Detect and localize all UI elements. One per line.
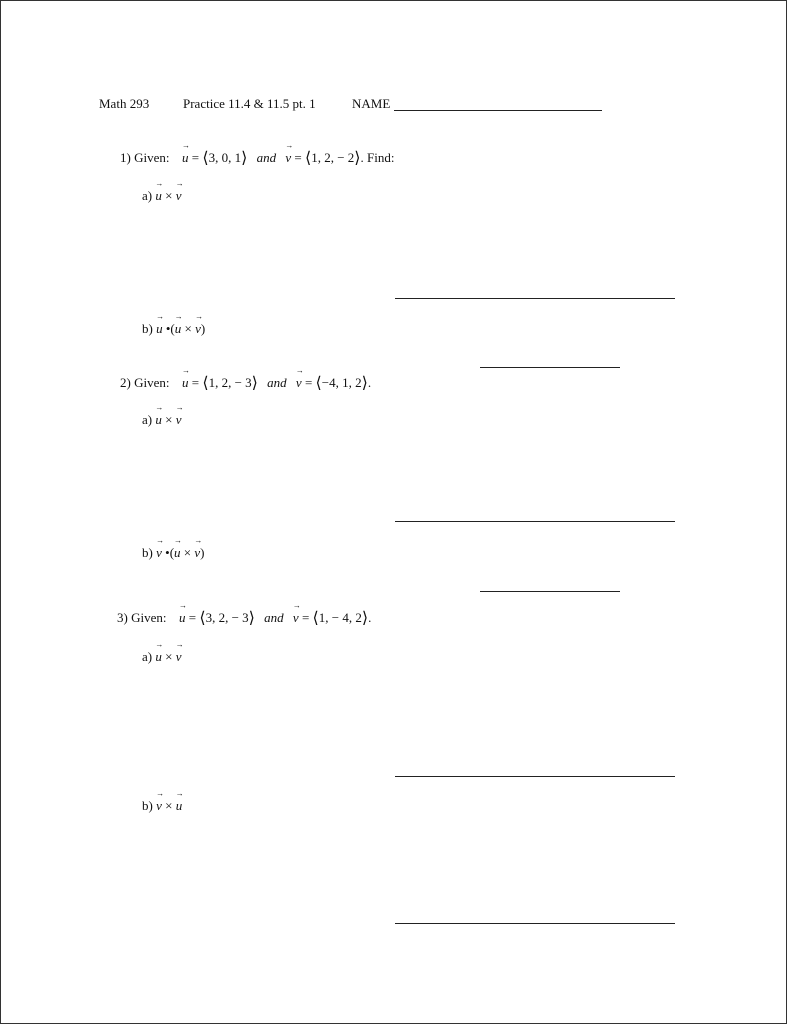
problem-number: 3) — [117, 610, 128, 625]
vector-symbol: → u — [174, 545, 181, 561]
given-trailer: . Find: — [360, 150, 395, 165]
problem-1b: b) → u •(→ u × → v) — [142, 321, 205, 337]
vector-symbol: → v — [195, 321, 201, 337]
vector-symbol: → v — [156, 545, 162, 561]
problem-2-given: 2) Given: → u = ⟨1, 2, − 3⟩ and → v = ⟨−4, 1, 2⟩. — [120, 373, 371, 393]
given-label: Given: — [131, 610, 167, 625]
vector-v: → v — [296, 375, 302, 391]
vector-symbol: → v — [176, 412, 182, 428]
vector-symbol: → v — [176, 649, 182, 665]
cross-operator: × — [165, 649, 173, 664]
cross-operator: × — [165, 412, 173, 427]
part-label: a) — [142, 649, 153, 664]
vector-symbol: → v — [156, 798, 162, 814]
answer-line-3a — [395, 776, 675, 777]
vector-u: → u — [179, 610, 186, 626]
problem-2a — [142, 412, 181, 428]
vector-u-components: 3, 2, − 3 — [205, 610, 249, 625]
name-blank-line — [394, 110, 602, 111]
vector-u: → u — [182, 375, 189, 391]
cross-operator: × — [183, 545, 192, 560]
worksheet-title: Practice 11.4 & 11.5 pt. 1 — [183, 96, 316, 111]
vector-v: → v — [285, 150, 291, 166]
dot-operator: • — [165, 321, 171, 336]
name-label: NAME — [352, 96, 391, 111]
vector-symbol: → u — [176, 798, 183, 814]
vector-symbol: → v — [194, 545, 200, 561]
vector-v-components: 1, − 4, 2 — [318, 610, 362, 625]
cross-operator: × — [184, 321, 192, 336]
cross-operator: × — [165, 798, 173, 813]
problem-1-given: 1) Given: → u = ⟨3, 0, 1⟩ and → v = ⟨1, 2, − 2⟩. Find: — [120, 148, 395, 168]
vector-symbol: → u — [155, 188, 162, 204]
part-label: b) — [142, 545, 153, 560]
given-trailer: . — [367, 375, 372, 390]
vector-symbol: → u — [155, 649, 162, 665]
course-label: Math 293 — [99, 96, 150, 111]
given-label: Given: — [134, 150, 170, 165]
and-word: and — [267, 375, 287, 390]
vector-v-components: −4, 1, 2 — [321, 375, 362, 390]
problem-2b: b) → v •(→ u × → v) — [142, 545, 205, 561]
vector-u: → u — [182, 150, 189, 166]
vector-symbol: → u — [175, 321, 182, 337]
vector-u-components: 3, 0, 1 — [208, 150, 242, 165]
and-word: and — [256, 150, 277, 165]
dot-operator: • — [165, 545, 170, 560]
vector-v-components: 1, 2, − 2 — [311, 150, 355, 165]
problem-1a — [142, 188, 181, 204]
problem-3a — [142, 649, 181, 665]
vector-symbol: → u — [155, 412, 162, 428]
problem-number: 2) — [120, 375, 131, 390]
vector-symbol: → v — [176, 188, 182, 204]
answer-line-2a — [395, 521, 675, 522]
answer-line-3b — [395, 923, 675, 924]
part-label: a) — [142, 188, 153, 203]
answer-line-2b — [480, 591, 620, 592]
and-word: and — [264, 610, 284, 625]
part-label: b) — [142, 321, 153, 336]
vector-symbol: → u — [156, 321, 163, 337]
part-label: a) — [142, 412, 153, 427]
problem-3-given: 3) Given: → u = ⟨3, 2, − 3⟩ and → v = ⟨1, − 4, 2⟩. — [117, 608, 371, 628]
answer-line-1b — [480, 367, 620, 368]
vector-u-components: 1, 2, − 3 — [208, 375, 252, 390]
answer-line-1a — [395, 298, 675, 299]
given-trailer: . — [368, 610, 372, 625]
given-label: Given: — [134, 375, 170, 390]
vector-v: → v — [293, 610, 299, 626]
problem-number: 1) — [120, 150, 131, 165]
part-label: b) — [142, 798, 153, 813]
cross-operator: × — [165, 188, 173, 203]
problem-3b — [142, 798, 182, 814]
